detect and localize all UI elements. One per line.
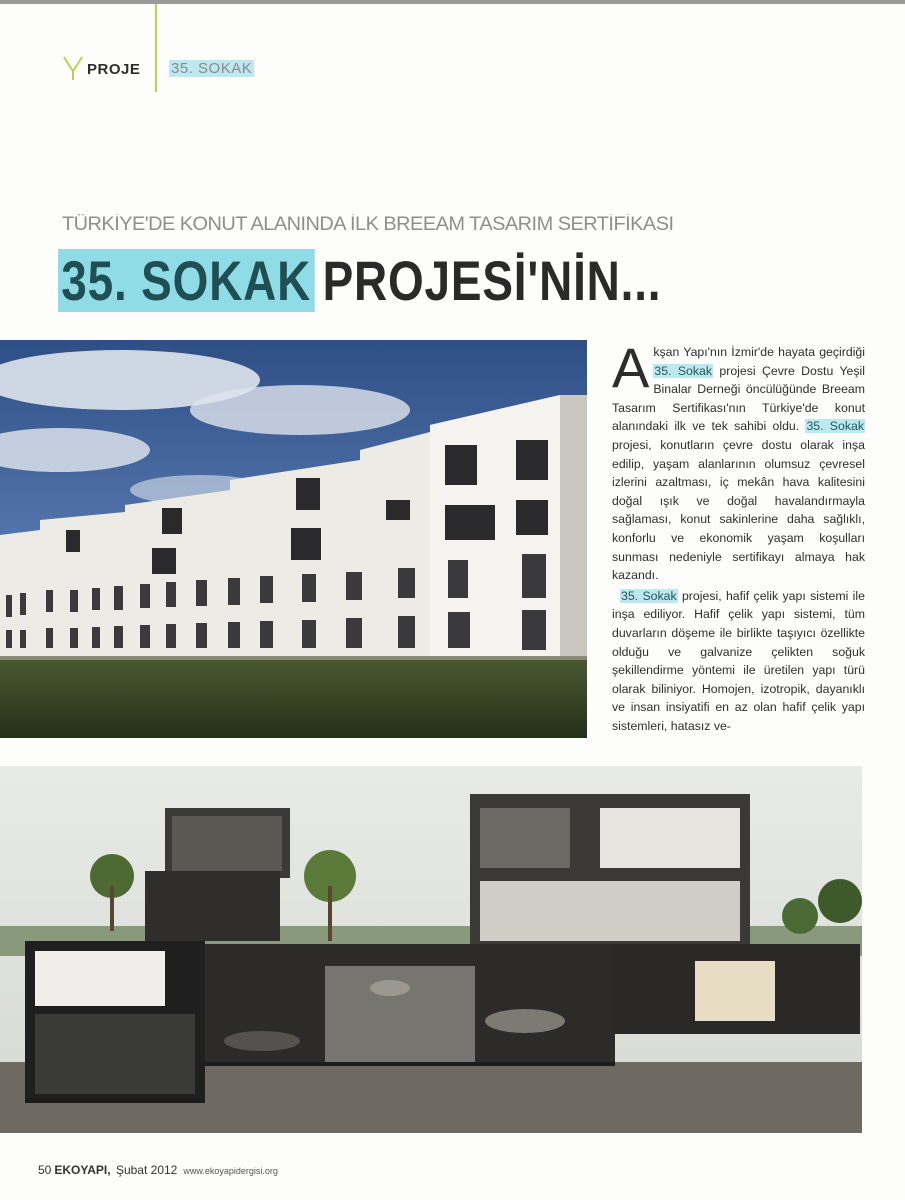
top-rule xyxy=(0,0,905,4)
p1-highlight-1: 35. Sokak xyxy=(654,363,713,378)
p1-text-b: projesi Çevre Dostu Yeşil Binalar Derneği öncülüğünde Breeam Tasarım Sertifikası'nın Türkiye'de konut alanındaki ilk ve tek sahibi oldu. xyxy=(612,363,865,434)
article-kicker: TÜRKİYE'DE KONUT ALANINDA İLK BREEAM TASARIM SERTİFİKASI xyxy=(62,214,674,235)
paragraph-2 xyxy=(612,587,865,736)
header-divider xyxy=(155,4,157,92)
y-leaf-icon xyxy=(62,55,84,81)
magazine-name: EKOYAPI, xyxy=(54,1163,111,1177)
website-url: www.ekoyapidergisi.org xyxy=(183,1166,278,1176)
article-headline xyxy=(58,248,661,314)
building-facade-photo xyxy=(0,340,587,738)
p1-text-a: kşan Yapı'nın İzmir'de hayata geçirdiği xyxy=(653,345,865,359)
drop-cap: A xyxy=(612,336,650,399)
section-rendering xyxy=(0,766,862,1133)
page-number: 50 xyxy=(38,1163,52,1177)
article-body xyxy=(612,336,865,735)
p1-text-c: projesi, konutların çevre dostu olarak inşa edilip, yaşam alanlarının olumsuz çevresel izlerini azaltması, iç mekân hava kalitesini doğal ışık ve doğal havalandırmayla sağlaması, konut sakinlerine daha sağlıklı, konforlu ve ekonomik yaşam koşulları sunması nedeniyle sertifikayı almaya hak kazandı. xyxy=(612,437,865,583)
headline-highlight: 35. SOKAK xyxy=(58,249,314,312)
p2-text: projesi, hafif çelik yapı sistemi ile inşa ediliyor. Hafif çelik yapı sistemi, tüm duvarların döşeme ile birlikte taşıyıcı özellikte olduğu ve galvanize çelikten soğuk şekillendirme yöntemi ile üretilen yapı türü olarak biliniyor. Homojen, izotropik, dayanıklı ve insan insiyatifi en az olan hafif çelik yapı sistemleri, hatasız ve- xyxy=(612,588,865,733)
p2-highlight: 35. Sokak xyxy=(621,588,677,603)
paragraph-1 xyxy=(612,336,865,585)
issue-date: Şubat 2012 xyxy=(115,1163,178,1177)
section-tag: 35. SOKAK xyxy=(171,60,253,77)
page-footer xyxy=(38,1163,278,1177)
headline-rest: PROJESİ'NİN... xyxy=(322,249,662,312)
p1-highlight-2: 35. Sokak xyxy=(806,419,864,434)
section-label: PROJE xyxy=(87,61,141,78)
